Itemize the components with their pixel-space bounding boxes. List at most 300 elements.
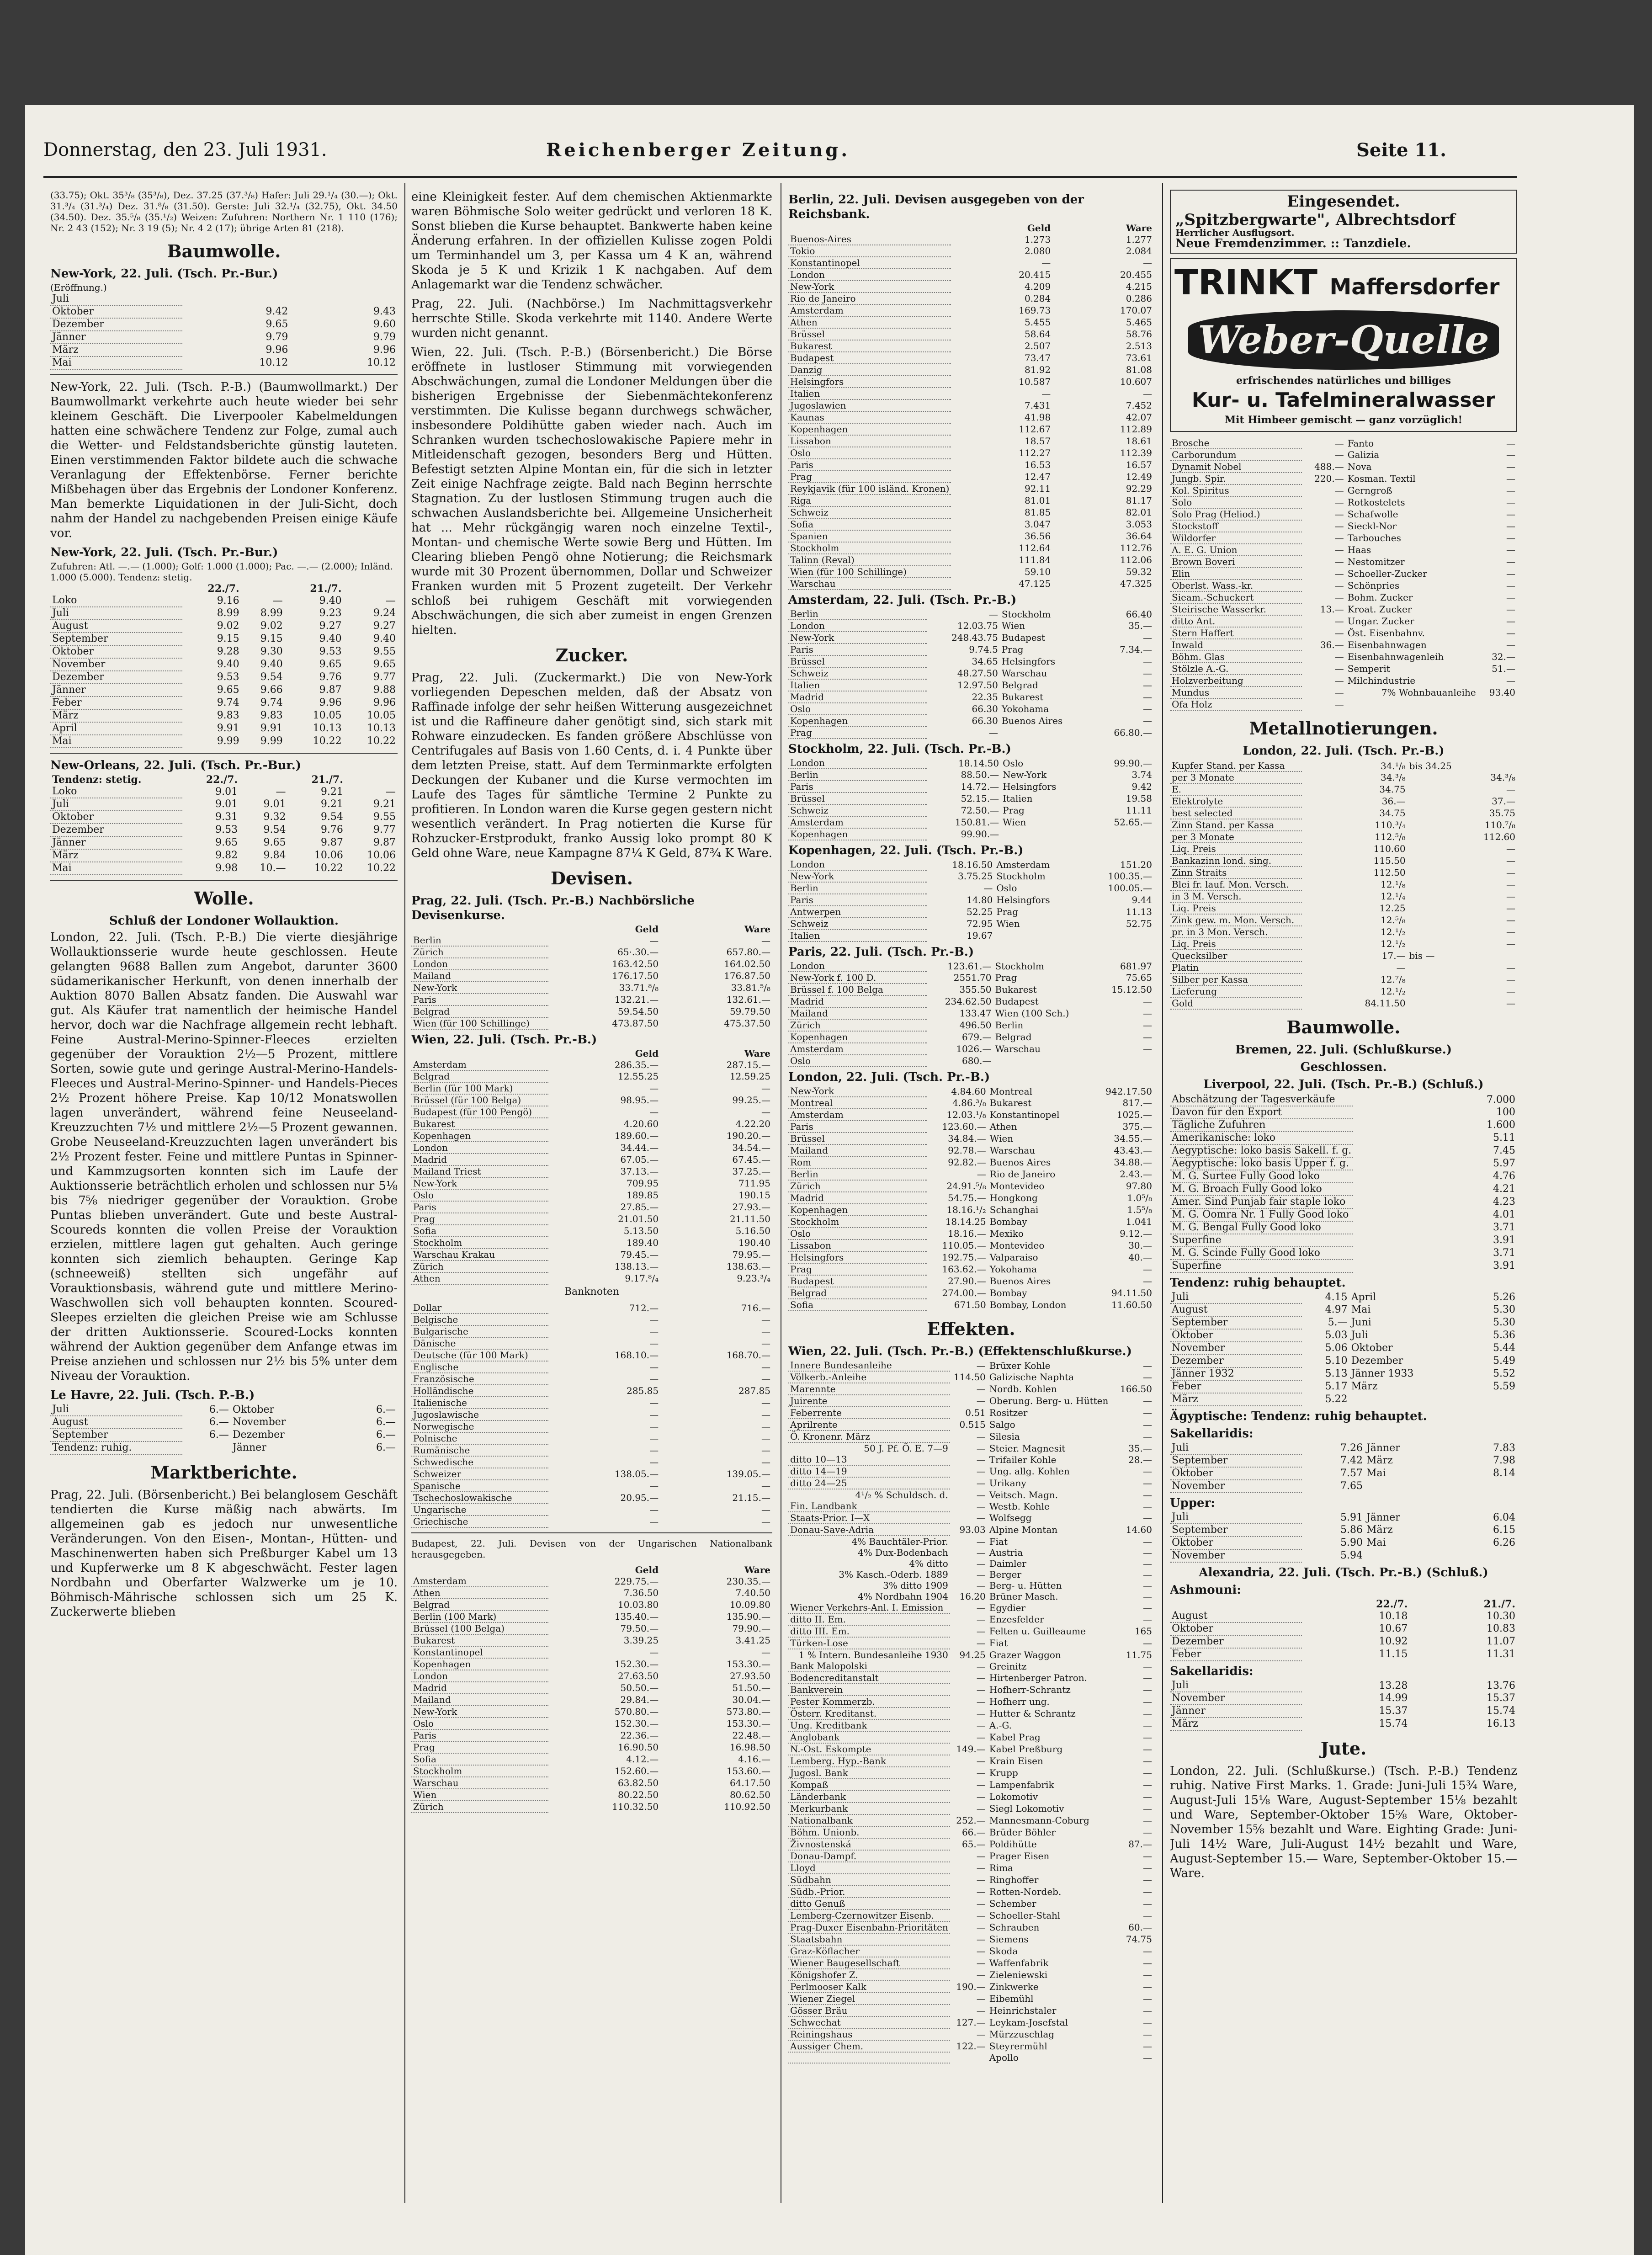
table-cell: 5.16.50 [735, 1225, 770, 1236]
table-cell: 7.57 [1340, 1468, 1363, 1479]
table-cell: 9.15 [260, 633, 283, 644]
table-cell: 10.12 [259, 357, 288, 368]
table-cell: 51.— [1492, 663, 1515, 674]
table-row [788, 566, 1154, 578]
table-cell: 9.79 [373, 331, 396, 343]
table-cell: 9.30 [260, 646, 283, 657]
table-cell: — [976, 1684, 986, 1695]
table-cell: 37.— [1492, 796, 1515, 807]
table-cell: — [649, 1445, 659, 1456]
table-row [411, 1611, 772, 1622]
currency-table [788, 223, 1154, 590]
table-cell: 170.07 [1120, 305, 1152, 316]
table-row [788, 411, 1154, 423]
table-cell: 3.91 [1493, 1260, 1515, 1271]
ad-heading: Eingesendet. [1287, 192, 1400, 211]
column-header [411, 1564, 548, 1575]
table-cell: Felten u. Guilleaume [989, 1626, 1086, 1637]
table-cell: 59.79.50 [729, 1006, 770, 1017]
table-cell: 6.15 [1493, 1524, 1515, 1536]
table-cell: Kopenhagen [788, 1031, 927, 1043]
table-cell: 5.10 [1325, 1355, 1348, 1367]
table-header-row [411, 1564, 772, 1575]
table-cell: 252.— [956, 1815, 986, 1826]
table-cell: Superfine [1170, 1260, 1353, 1272]
table-cell: 34.³/₈ [1381, 772, 1406, 783]
table-cell: 9.99 [260, 735, 283, 747]
table-cell: Poldihütte [989, 1839, 1037, 1850]
table-cell: Berg- u. Hütten [989, 1580, 1062, 1591]
table-cell: Wolfsegg [989, 1512, 1032, 1523]
table-row [1170, 603, 1517, 615]
table-cell: 5.90 [1340, 1537, 1363, 1548]
table-cell: Oktober [50, 305, 182, 318]
table-title: Liverpool, 22. Juli. (Tsch. Pr.-B.) (Schluß.) [1203, 1078, 1484, 1091]
table-cell: Juni [1351, 1317, 1371, 1328]
table-cell: 1026.— [956, 1043, 992, 1054]
table-cell: 475.37.50 [724, 1018, 770, 1029]
table-cell: Abschätzung der Tagesverkäufe [1170, 1094, 1353, 1106]
table-row [1170, 675, 1517, 686]
table-cell: ditto Genuß [788, 1898, 950, 1909]
table-cell: 9.65 [215, 837, 238, 848]
table-cell: — [1143, 1720, 1152, 1731]
table-cell: 10.22 [314, 862, 343, 874]
table-cell: 7% Wohnbauanleihe [1381, 687, 1476, 698]
table-row [1170, 902, 1517, 914]
table-cell: 4.23 [1493, 1196, 1515, 1207]
table-cell: — [386, 595, 396, 606]
table-cell: 2.084 [1126, 245, 1152, 256]
table-cell: — [1143, 1862, 1152, 1873]
table-row [788, 1465, 1154, 1477]
table-cell: Reiningshaus [788, 2028, 950, 2040]
table-row [411, 1177, 772, 1189]
table-cell: Perlmooser Kalk [788, 1981, 950, 1993]
table-cell: Bukarest [989, 1097, 1032, 1108]
table-row [1170, 1132, 1517, 1144]
table-cell: Prag [1001, 644, 1024, 655]
table-cell: — [1143, 1407, 1152, 1418]
table-cell: — [1143, 1580, 1152, 1591]
table-row [1170, 532, 1517, 544]
currency-table [788, 859, 1154, 942]
table-cell: 34.³/₈ [1490, 772, 1515, 783]
table-row [1170, 1635, 1517, 1648]
table-cell: — [649, 1480, 659, 1491]
table-row [50, 824, 398, 836]
table-cell: — [1143, 1791, 1152, 1802]
table-cell: 34.44.— [620, 1142, 659, 1153]
table-cell: — [1506, 926, 1515, 937]
table-cell: Rio de Janeiro [788, 293, 951, 304]
ad-headline-word: TRINKT [1174, 262, 1317, 303]
table-cell: Zink gew. m. Mon. Versch. [1170, 914, 1302, 926]
table-row [788, 1536, 1154, 1547]
table-cell: — [1143, 1276, 1152, 1287]
table-cell: 12.59.25 [729, 1071, 770, 1082]
table-cell: 168.10.— [614, 1350, 659, 1361]
masthead-rule [43, 176, 1517, 178]
table-cell: — [272, 595, 283, 606]
table-cell: 16.98.50 [729, 1742, 770, 1753]
table-cell: 3% ditto 1909 [883, 1580, 948, 1591]
table-cell: 15.74 [1487, 1705, 1515, 1717]
table-cell: — [976, 1886, 986, 1897]
table-cell: — [976, 1431, 986, 1442]
table-cell: 10.05 [313, 710, 342, 721]
table-row [788, 1826, 1154, 1838]
table-row [50, 697, 398, 709]
table-cell: — [649, 1314, 659, 1325]
table-cell: 12.55.25 [618, 1071, 659, 1082]
table-row [411, 1706, 772, 1718]
table-cell: Prager Eisen [989, 1851, 1050, 1861]
table-cell: Länderbank [788, 1791, 950, 1803]
table-subtitle: (Eröffnung.) [50, 282, 107, 293]
table-cell: 9.87 [319, 684, 342, 696]
column-header [411, 924, 548, 935]
table-cell: — [1506, 449, 1515, 460]
table-cell: — [649, 1338, 659, 1349]
table-cell [788, 2052, 950, 2063]
table-cell: 21.11.50 [729, 1213, 770, 1224]
table-cell: Mai [50, 862, 182, 875]
table-cell: 9.01 [215, 798, 238, 810]
table-cell: — [1334, 592, 1344, 603]
table-cell: 14.72.— [961, 781, 999, 792]
table-row [788, 328, 1154, 340]
table-cell: September [50, 633, 182, 645]
table-cell: Oktober [50, 645, 182, 658]
table-row [788, 1672, 1154, 1684]
table-cell: 9.65 [263, 837, 286, 848]
table-row [50, 607, 398, 620]
table-cell: 34.88.— [1114, 1157, 1152, 1168]
table-cell: 19.67 [967, 930, 993, 941]
table-cell: Königshofer Z. [788, 1969, 950, 1981]
table-row [788, 1133, 1154, 1144]
table-cell: 47.325 [1120, 578, 1152, 589]
table-cell: Stern Haffert [1170, 627, 1302, 639]
table-cell: 4.20.60 [623, 1118, 659, 1129]
table-cell: Dezember [50, 318, 182, 331]
table-cell: — [1143, 1708, 1152, 1719]
table-cell: 8.14 [1493, 1468, 1515, 1479]
table-cell: — [1143, 1360, 1152, 1371]
table-cell: Daimler [989, 1558, 1026, 1569]
table-cell: — [649, 1397, 659, 1408]
table-cell: 12.⁷/₈ [1381, 974, 1406, 985]
table-row [411, 1082, 772, 1094]
table-cell: 127.— [956, 2017, 986, 2028]
table-cell: 5.59 [1493, 1381, 1515, 1392]
section-heading-marktberichte: Marktberichte. [150, 1462, 297, 1483]
table-cell: November [1170, 1480, 1302, 1493]
table-cell: N.-Ost. Eskompte [788, 1743, 950, 1755]
table-row [788, 691, 1154, 703]
table-subtitle: Tendenz: ruhig behauptet. [1170, 1276, 1346, 1290]
table-cell: 4.22.20 [735, 1118, 770, 1129]
table-cell: — [649, 1409, 659, 1420]
table-cell: Mai [1366, 1468, 1386, 1479]
table-row [788, 1886, 1154, 1898]
table-cell: 110.92.50 [724, 1801, 770, 1812]
table-cell: Jungb. Spir. [1170, 473, 1302, 484]
table-cell: Zinn Straits [1170, 867, 1302, 878]
column-2 [411, 190, 772, 2210]
table-cell: — [983, 883, 993, 893]
table-cell: 7.34.— [1120, 644, 1152, 655]
table-cell: 5.94 [1340, 1550, 1363, 1561]
table-title: Amsterdam, 22. Juli. (Tsch. Pr.-B.) [788, 593, 1017, 607]
table-row [788, 459, 1154, 471]
table-cell: Rumänische [411, 1444, 548, 1456]
table-row [788, 1862, 1154, 1874]
table-row [788, 1558, 1154, 1569]
table-cell: 9.84 [263, 850, 286, 861]
table-cell: 112.76 [1120, 542, 1152, 553]
table-row [788, 483, 1154, 495]
table-cell: 5.86 [1340, 1524, 1363, 1536]
column-1 [50, 190, 398, 2210]
table-cell: — [1506, 903, 1515, 914]
table-row [788, 816, 1154, 828]
table-cell: Sofia [411, 1225, 548, 1237]
table-cell: — [1143, 1547, 1152, 1558]
table-cell: 15.37 [1379, 1705, 1408, 1717]
table-cell: 12.⁵/₈ [1381, 915, 1406, 925]
table-cell: — [1334, 544, 1344, 555]
table-cell: Lampenfabrik [989, 1779, 1054, 1790]
table-cell: Stockholm [788, 542, 951, 554]
table-cell: 176.87.50 [724, 970, 770, 981]
table-cell: 6.— [376, 1442, 396, 1453]
table-row [788, 632, 1154, 644]
table-row [411, 1165, 772, 1177]
table-header-row [788, 223, 1154, 234]
table-cell: Dezember [1170, 1355, 1302, 1367]
table-cell: Jänner 1932 [1170, 1367, 1302, 1380]
table-row [411, 1516, 772, 1527]
table-cell: 112.39 [1120, 447, 1152, 458]
table-cell: September [1170, 1454, 1302, 1467]
table-cell: — [1506, 639, 1515, 650]
table-cell: 6.— [376, 1416, 396, 1428]
table-cell: Berlin [788, 769, 927, 781]
table-cell: Elin [1170, 568, 1302, 580]
table-cell: — [1143, 1512, 1152, 1523]
table-cell: 709.95 [627, 1178, 659, 1189]
table-cell: Inwald [1170, 639, 1302, 651]
column-header [345, 774, 398, 786]
table-cell: Warschau [989, 1145, 1036, 1156]
table-cell: Kopenhagen [788, 423, 951, 435]
ad-tagline: erfrischendes natürliches und billiges [1236, 375, 1451, 387]
table-cell: Jänner [1170, 1705, 1302, 1718]
table-row [788, 1512, 1154, 1524]
table-cell: 9.65 [266, 319, 288, 330]
table-cell: 6.— [376, 1404, 396, 1415]
table-cell: Mundus [1170, 686, 1302, 698]
table-row [788, 234, 1154, 245]
table-cell: Danzig [788, 364, 951, 376]
table-cell: — [1143, 1008, 1152, 1019]
brand-logo: Weber-Quelle [1188, 310, 1499, 370]
table-cell: 97.80 [1126, 1181, 1152, 1191]
table-cell: 248.43.75 [951, 632, 998, 643]
table-title: Le Havre, 22. Juli. (Tsch. P.-B.) [50, 1388, 255, 1402]
table-cell: 63.82.50 [618, 1777, 659, 1788]
table-cell: — [1143, 1043, 1152, 1054]
table-cell: 10.22 [313, 735, 342, 747]
table-info: Zufuhren: Atl. —.— (1.000); Golf: 1.000 (1.000); Pac. —.— (2.000); Inländ. 1.000 (5.000). Tendenz: stetig. [50, 561, 393, 583]
table-cell: 11.75 [1126, 1649, 1152, 1660]
table-cell: — [976, 1732, 986, 1743]
table-cell: 18.16.50 [952, 859, 993, 870]
table-cell: 12.¹/₈ [1381, 879, 1406, 890]
table-cell: 166.50 [1120, 1383, 1152, 1394]
table-cell: Berlin [411, 935, 548, 946]
table-row [788, 1109, 1154, 1121]
table-cell: London [788, 620, 927, 632]
table-cell: A.-G. [989, 1720, 1012, 1731]
table-cell: Oktober [1351, 1342, 1393, 1354]
table-cell: 22.48.— [732, 1730, 770, 1741]
table-cell: Bombay, London [989, 1299, 1067, 1310]
table-cell: 3.91 [1493, 1234, 1515, 1246]
table-cell: — [976, 1360, 986, 1371]
table-cell: Nordb. Kohlen [989, 1383, 1057, 1394]
table-cell: 100.05.— [1108, 883, 1152, 893]
table-cell: — [761, 1409, 770, 1420]
table-cell: Konstantinopel [989, 1109, 1060, 1120]
table-cell: 1.0⁵/₈ [1127, 1192, 1152, 1203]
table-cell: — [761, 1647, 770, 1658]
table-cell: — [976, 1957, 986, 1968]
divider [411, 1532, 772, 1533]
table-cell: 35.— [1128, 620, 1152, 631]
table-cell: Gerngroß [1347, 485, 1392, 496]
table-cell: 24.91.⁵/₈ [946, 1181, 986, 1191]
table-cell: — [1143, 1910, 1152, 1921]
table-cell: — [1143, 1851, 1152, 1861]
table-cell: 152.30.— [614, 1659, 659, 1670]
table-cell: 16.13 [1487, 1718, 1515, 1729]
table-cell: Tarbouches [1347, 532, 1401, 543]
table-cell [993, 1055, 1096, 1067]
column-rule-3 [1162, 183, 1163, 2203]
market-report: Wien, 22. Juli. (Tsch. P.-B.) (Börsenbericht.) Die Börse eröffnete in lustloser Stimmung mit vorwiegenden Abschwächungen, zumal die Londoner Meldungen über die bisherigen Ergebnisse der Siebenmächtekonferenz verstimmten. Die Kulisse begann durchwegs schwächer, insbesondere Poldihütte gaben wieder nach. Auch im Schranken wurden tschechoslowakische Papiere mehr in Mitleidenschaft gezogen, besonders Berg und Hütten. Befestigt setzten Alpine Montan ein, für die sich in letzter Zeit einige Nachfrage zeigte. Bald nach Beginn herrschte Stagnation. Zu der lustlosen Stimmung trugen auch die schwachen Auslandsberichte bei. Allgemeine Unsicherheit hat ... Mehr rückgängig waren noch einzelne Textil-, Montan- und chemische Werte sowie Berg und Hütten. Im Clearing blieben Pengö ohne Notierung; die Reichsmark wurde mit 30 Prozent übernommen, Dollar und Schweizer Franken wurden mit 5 Prozent zugeteilt. Der Verkehr schloß bei ruhigem Geschäft mit vorwiegenden Abschwächungen, die sich aber zumeist in engen Grenzen hielten. [411, 346, 772, 637]
market-report: Prag, 22. Juli. (Börsenbericht.) Bei belanglosem Geschäft tendierten die Kurse mäßig nach abwärts. Im allgemeinen gab es jedoch nur unwesentliche Veränderungen. Von den Eisen-, Montan-, Hütten- und Maschinenwerten haben sich Preßburger Kabel um 13 und Kupferwerke um 8 K abgeschwächt. Fester lagen Nordbahn und Oberfarter Walzwerke um je 10. Böhmisch-Mährische schlossen sich um 25 K. Zuckerwerte blieben [50, 1488, 398, 1619]
table-cell: — [976, 1791, 986, 1802]
table-row [1170, 1718, 1517, 1730]
table-cell: November [1170, 1342, 1302, 1355]
table-cell: Schoeller-Zucker [1347, 568, 1427, 579]
market-report: Prag, 22. Juli. (Zuckermarkt.) Die von New-York vorliegenden Depeschen melden, daß der Absatz von Raffinade infolge der sehr heißen Witterung ausgezeichnet ist und die Raffineure daher genötigt sind, sich stark mit Rohware einzudecken. Es fanden größere Abschlüsse von Centrifugales auf Basis von 1.60 Cents, d. i. 4 Punkte über dem letzten Preise, statt. Auf dem Terminmarkte erfolgten Deckungen der Kubaner und die Kurse vermochten im Laufe des Tages für sämtliche Termine 2 Punkte zu profitieren. In London waren die Kurse gegen gestern nicht wesentlich verändert. In Prag notierten die Kurse für Rohzucker-Erstprodukt, franko Aussig loko prompt 80 K Geld ohne Ware, neue Kampagne 87¼ K Geld, 87¾ K Ware. [411, 671, 772, 860]
table-cell: Egydier [989, 1602, 1026, 1613]
table-cell: — [1506, 497, 1515, 508]
table-row [411, 1480, 772, 1492]
table-cell: 34.55.— [1114, 1133, 1152, 1144]
table-cell: 12.47 [1024, 471, 1051, 482]
table-cell: August [50, 1416, 182, 1429]
table-row [411, 1349, 772, 1361]
table-row [50, 1441, 398, 1454]
table-cell: Brüssel [788, 655, 927, 667]
table-row [1170, 1170, 1517, 1183]
table-row [788, 995, 1154, 1007]
table-cell: 66.30 [972, 703, 998, 714]
table-row [788, 257, 1154, 269]
table-cell: Loko [50, 595, 182, 607]
table-cell: Feber [1170, 1648, 1302, 1661]
table-cell: — [976, 1614, 986, 1625]
table-cell: — [1143, 703, 1152, 714]
table-cell: 84.11.50 [1365, 998, 1406, 1009]
table-cell: — [976, 1547, 986, 1558]
table-cell: Italien [788, 930, 927, 941]
table-cell: Gold [1170, 997, 1302, 1009]
table-cell: 73.47 [1024, 352, 1051, 363]
table-cell: ditto Ant. [1170, 615, 1302, 627]
table-row [788, 2028, 1154, 2040]
table-cell: Oslo [411, 1189, 548, 1201]
table-row [788, 608, 1154, 620]
table-cell: 189.60.— [614, 1130, 659, 1141]
table-subtitle: Sakellaridis: [1170, 1427, 1254, 1441]
table-cell: Rotten-Nordeb. [989, 1886, 1062, 1897]
table-cell: Türken-Lose [788, 1637, 950, 1649]
table-cell: — [761, 1106, 770, 1117]
table-cell: — [1506, 532, 1515, 543]
table-cell: — [1041, 257, 1051, 268]
table-cell: 9.40 [319, 595, 342, 606]
table-cell: Madrid [788, 1192, 927, 1204]
table-cell: 60.— [1128, 1922, 1152, 1933]
table-row [788, 399, 1154, 411]
table-cell: Jugosl. Bank [788, 1767, 950, 1779]
table-cell: — [1506, 891, 1515, 902]
table-title: Budapest, 22. Juli. Devisen von der Ungarischen Nationalbank herausgegeben. [411, 1538, 772, 1560]
table-cell: — [1334, 663, 1344, 674]
table-cell: 92.29 [1126, 483, 1152, 494]
table-cell: Kaunas [788, 411, 951, 423]
table-cell: 1.277 [1126, 234, 1152, 245]
table-row [411, 935, 772, 946]
table-cell: Schrauben [989, 1922, 1040, 1933]
table-cell: — [976, 1946, 986, 1957]
table-row [788, 703, 1154, 715]
table-cell: Talinn (Reval) [788, 554, 951, 566]
table-cell: Wien [989, 1133, 1014, 1144]
section-heading-baumwolle: Baumwolle. [167, 241, 281, 261]
table-cell: 229.75.— [614, 1575, 659, 1587]
market-report: London, 22. Juli. (Tsch. P.-B.) Die vierte diesjährige Wollauktionsserie wurde heute geschlossen. Heute gelangten 9688 Ballen zum Angebot, darunter 3600 südamerikanischer Herkunft, von denen innerhalb der Auktion 8070 Ballen Absatz fanden. Die Auswahl war gut. Als Käufer trat namentlich der heimische Handel hervor, doch war die Nachfrage allgemein recht lebhaft. Feine Austral-Merino-Spinner-Fleeces erzielten gegenüber der Vorauktion 2½—5 Prozent, mittlere Sorten, sowie gute und geringe Austral-Merino-Handels-Fleeces und Austral-Merino-Spinner- und Handels-Pieces 2½ Prozent höhere Preise. Kap 10/12 Monatswollen lagen unverändert, während feine Neuseeland-Kreuzzuchten 7½ und mittlere 2½—5 Prozent gewannen. Grobe Neuseeland-Kreuzzuchten lagen unverändert bis 2½ Prozent fester. Feine und mittlere Puntas in Spinner- und Kammzugsorten konnten sich im Laufe der Auktionsserie beträchtlich erholen und schlossen nur 5⅛ bis 7⅝ niedriger gegenüber der Vorauktion. Grobe Puntas blieben unverändert. Gute und beste Austral-Scoureds konnten die vollen Preise der Vorauktion erzielen, mittlere lagen gut gehalten. Auch geringe konnten sich ziemlich behaupten. Geringe Kap (schneeweiß) stellten sich ungefähr auf Vorauktionsbasis, während gute und mittlere Merino-Waschwollen sich voll behaupten konnten. Scoured-Sleepes erzielten die gleichen Preise wie am Schlusse der dritten Auktionsserie. Scoured-Locks konnten während der Auktion gegenüber dem Anfange etwas im Preise anziehen und schlossen nur 2½ bis 5% unter dem Niveau der Vorauktion. [50, 931, 398, 1383]
table-cell: New-York [788, 870, 927, 882]
table-cell: 1.600 [1487, 1119, 1515, 1131]
table-row [788, 804, 1154, 816]
table-cell: Semperit [1347, 663, 1390, 674]
table-cell: 27.85.— [620, 1202, 659, 1213]
table-row [1170, 580, 1517, 591]
table-cell: 9.99 [217, 735, 239, 747]
table-row [50, 671, 398, 684]
table-row [788, 1696, 1154, 1707]
table-row [1170, 484, 1517, 496]
table-cell: Polnische [411, 1432, 548, 1444]
table-cell: Italienische [411, 1397, 548, 1409]
